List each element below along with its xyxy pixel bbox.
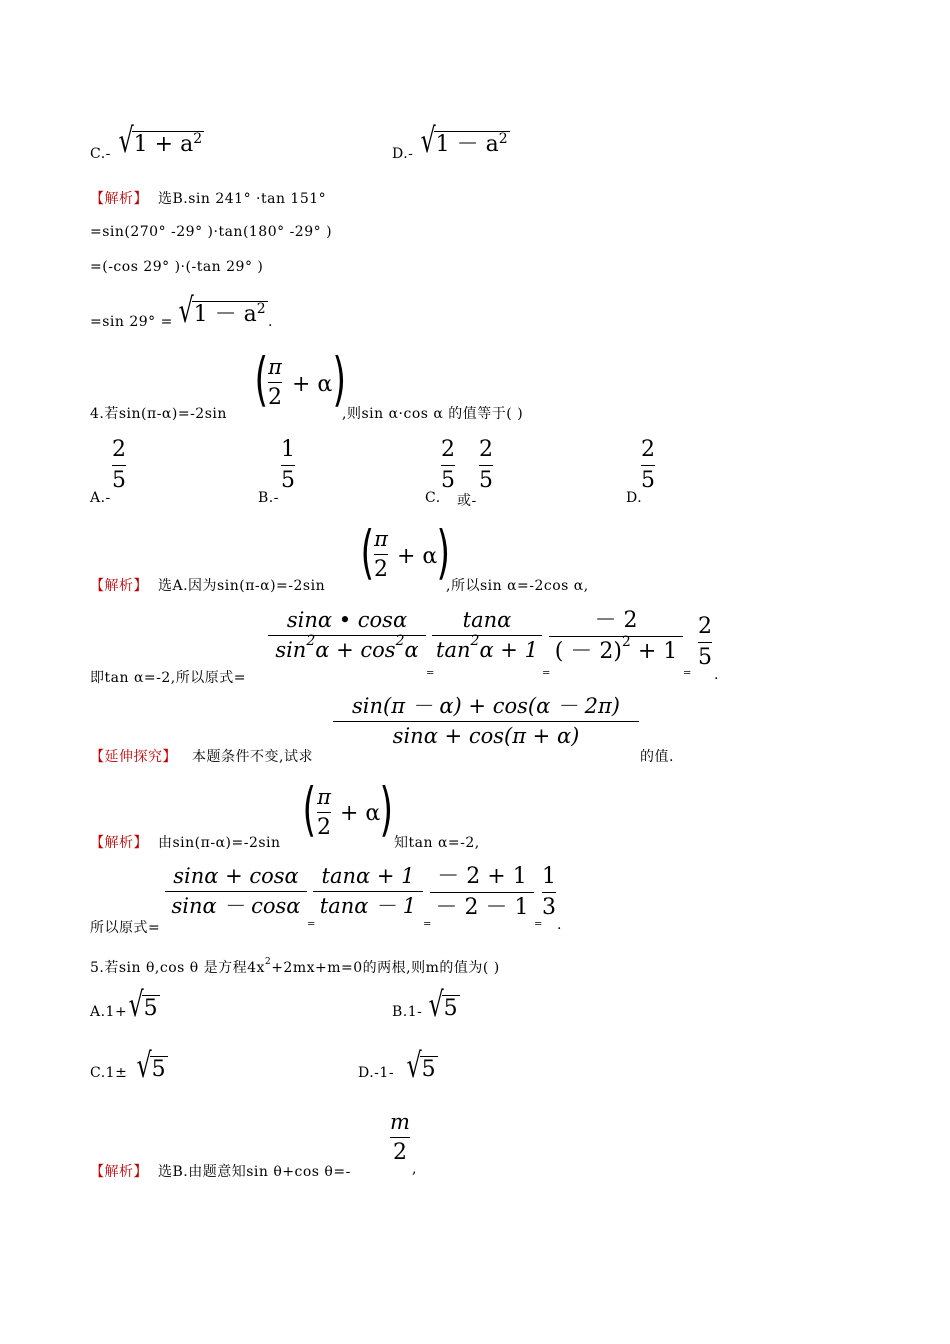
fraction-m-over-2: [390, 1112, 410, 1164]
denominator-part: + 1: [630, 639, 678, 664]
fraction-bar: [479, 465, 493, 466]
numerator: 2: [698, 614, 712, 639]
denominator: 2: [317, 815, 331, 840]
extension-text: 本题条件不变,试求: [192, 749, 313, 765]
fraction-bar: [333, 721, 639, 722]
denominator: 3: [542, 895, 556, 920]
numerator: － 2 + 1: [437, 864, 527, 889]
equals: =: [534, 919, 543, 930]
radical-sign-icon: √: [178, 291, 194, 331]
numerator: 2: [641, 437, 655, 462]
fraction-bar: [641, 465, 655, 466]
denominator: 5: [112, 468, 126, 493]
option-d-label: D.-: [392, 146, 414, 162]
left-paren-icon: (: [254, 345, 269, 413]
denominator: 2: [392, 1140, 407, 1165]
numerator: sin(π － α) + cos(α － 2π): [352, 694, 620, 718]
numerator: tanα + 1: [321, 864, 415, 888]
left-paren-icon: (: [360, 518, 375, 586]
option-c-fraction-1: [441, 439, 455, 492]
solution-text: 选B.由题意知sin θ+cos θ=-: [158, 1164, 351, 1180]
numerator: tanα: [462, 608, 512, 632]
extension-tag: 【延伸探究】: [90, 749, 177, 765]
fraction-bar: [317, 812, 331, 813]
equals: =: [307, 919, 316, 930]
option-c-fraction-2: [479, 439, 493, 492]
radicand: 5: [443, 996, 458, 1021]
period: .: [557, 917, 562, 933]
fraction-bar: [430, 892, 534, 893]
denominator: sinα － cosα: [171, 894, 301, 918]
extension-fraction: [333, 696, 639, 747]
solution-radical: [172, 291, 268, 331]
numerator: sinα • cosα: [286, 608, 408, 632]
exponent: 2: [306, 633, 316, 649]
period: .: [714, 667, 719, 683]
option-a-label: A.1+: [90, 1004, 128, 1020]
fraction-result: [698, 616, 712, 669]
equals: =: [542, 668, 551, 679]
solution-line: =(-cos 29° )·(-tan 29° ): [90, 259, 264, 275]
fraction-2: [313, 866, 423, 917]
solution-text: 所以原式=: [90, 920, 161, 936]
option-c-exponent: 2: [193, 131, 203, 147]
option-a-fraction: [112, 439, 126, 492]
plus-alpha: + α: [397, 544, 438, 569]
fraction-bar: [549, 636, 683, 637]
numerator: － 2: [594, 608, 638, 633]
fraction-bar: [165, 891, 307, 892]
fraction-3: [430, 866, 534, 919]
radical-sign-icon: √: [406, 1046, 422, 1086]
exponent: 2: [256, 301, 266, 317]
solution-tag: 【解析】: [90, 835, 148, 851]
denominator-part: α: [404, 638, 419, 662]
denominator: 5: [641, 468, 655, 493]
denominator-part: tan: [436, 638, 471, 662]
stem-part: +2mx+m=0的两根,则m的值为( ): [271, 960, 500, 976]
solution-text: 即tan α=-2,所以原式=: [90, 670, 246, 686]
numerator: m: [390, 1110, 410, 1134]
option-d-label: D.: [626, 490, 643, 506]
fraction-result: [542, 866, 556, 919]
fraction-bar: [313, 891, 423, 892]
option-c-radicand: 1 + a: [133, 132, 194, 157]
radicand: 5: [143, 996, 158, 1021]
radicand: 1 － a: [193, 302, 257, 327]
numerator: π: [374, 527, 388, 551]
solution-tag: 【解析】: [90, 1164, 148, 1180]
solution-line: 选B.sin 241° ·tan 151°: [158, 191, 327, 207]
left-paren-icon: (: [302, 775, 317, 843]
numerator: π: [268, 355, 282, 379]
comma: ,: [412, 1161, 417, 1177]
exponent: 2: [395, 633, 405, 649]
option-c-label: C.: [425, 490, 441, 506]
option-d-fraction: [641, 439, 655, 492]
plus-alpha: + α: [340, 801, 381, 826]
numerator: 2: [479, 437, 493, 462]
option-c-or: 或-: [457, 493, 477, 509]
plus-alpha: + α: [292, 372, 333, 397]
numerator: 1: [281, 437, 295, 462]
denominator: 5: [698, 645, 712, 670]
numerator: 2: [112, 437, 126, 462]
option-d-exponent: 2: [498, 131, 508, 147]
denominator: 5: [281, 468, 295, 493]
period: .: [268, 314, 273, 330]
fraction-1: [268, 610, 426, 661]
fraction-bar: [441, 465, 455, 466]
option-a-radical: [122, 985, 160, 1025]
solution-line: =sin(270° -29° )·tan(180° -29° ): [90, 224, 333, 240]
denominator: 5: [479, 468, 493, 493]
option-a-label: A.-: [90, 490, 111, 506]
radical-sign-icon: √: [128, 985, 144, 1025]
equals: =: [426, 668, 435, 679]
option-c-label: C.-: [90, 146, 111, 162]
denominator: tanα － 1: [319, 894, 417, 918]
denominator: 2: [268, 385, 282, 410]
option-b-label: B.1-: [392, 1004, 423, 1020]
question-4-stem-tail: ,则sin α·cos α 的值等于( ): [342, 406, 524, 422]
solution-text: 由sin(π-α)=-2sin: [158, 835, 281, 851]
fraction-bar: [698, 642, 712, 643]
denominator: 5: [441, 468, 455, 493]
solution-line: =sin 29° =: [90, 314, 173, 330]
solution-tag: 【解析】: [90, 191, 148, 207]
radical-sign-icon: √: [420, 121, 436, 161]
option-c-radical: [112, 121, 204, 161]
fraction-1: [165, 866, 307, 917]
fraction-bar: [374, 554, 388, 555]
fraction-bar: [390, 1137, 410, 1138]
right-paren-icon: ): [332, 345, 347, 413]
option-c-label: C.1±: [90, 1065, 128, 1081]
option-c-radical: [130, 1046, 168, 1086]
denominator-part: α + 1: [479, 638, 538, 662]
right-paren-icon: ): [436, 518, 451, 586]
option-d-radicand: 1 － a: [435, 132, 499, 157]
fraction-bar: [112, 465, 126, 466]
fraction-pi-over-2: [268, 357, 282, 409]
question-5-stem: [90, 957, 500, 977]
denominator: sinα + cos(π + α): [392, 724, 580, 748]
equals: =: [423, 919, 432, 930]
fraction-3: [549, 610, 683, 663]
numerator: 2: [441, 437, 455, 462]
option-b-fraction: [281, 439, 295, 492]
denominator-part: sin: [275, 638, 307, 662]
solution-text: 知tan α=-2,: [394, 835, 480, 851]
numerator: sinα + cosα: [173, 864, 299, 888]
solution-text: 选A.因为sin(π-α)=-2sin: [158, 578, 326, 594]
numerator: 1: [542, 864, 556, 889]
fraction-bar: [281, 465, 295, 466]
fraction-bar: [432, 635, 542, 636]
equals: =: [683, 668, 692, 679]
fraction-2: [432, 610, 542, 661]
exponent: 2: [470, 633, 480, 649]
denominator-part: ( － 2): [554, 639, 622, 664]
fraction-pi-over-2: [317, 787, 331, 839]
denominator: － 2 － 1: [435, 895, 529, 920]
radicand: 5: [151, 1057, 166, 1082]
denominator: 2: [374, 557, 388, 582]
numerator: π: [317, 785, 331, 809]
radical-sign-icon: √: [428, 985, 444, 1025]
exponent: 2: [621, 634, 631, 650]
fraction-bar: [268, 382, 282, 383]
radical-sign-icon: √: [136, 1046, 152, 1086]
solution-tag: 【解析】: [90, 578, 148, 594]
question-4-stem: 4.若sin(π-α)=-2sin: [90, 406, 227, 422]
right-paren-icon: ): [379, 775, 394, 843]
radicand: 5: [421, 1057, 436, 1082]
stem-part: 5.若sin θ,cos θ 是方程4x: [90, 960, 265, 976]
option-b-radical: [422, 985, 460, 1025]
extension-tail: 的值.: [640, 749, 674, 765]
option-d-label: D.-1-: [358, 1065, 395, 1081]
option-d-radical: [400, 1046, 438, 1086]
denominator-part: α + cos: [315, 638, 396, 662]
fraction-bar: [542, 892, 556, 893]
option-b-label: B.-: [258, 490, 279, 506]
radical-sign-icon: √: [118, 121, 134, 161]
fraction-pi-over-2: [374, 529, 388, 581]
exponent: 2: [264, 957, 272, 967]
solution-text: ,所以sin α=-2cos α,: [446, 578, 589, 594]
option-d-radical: [414, 121, 510, 161]
